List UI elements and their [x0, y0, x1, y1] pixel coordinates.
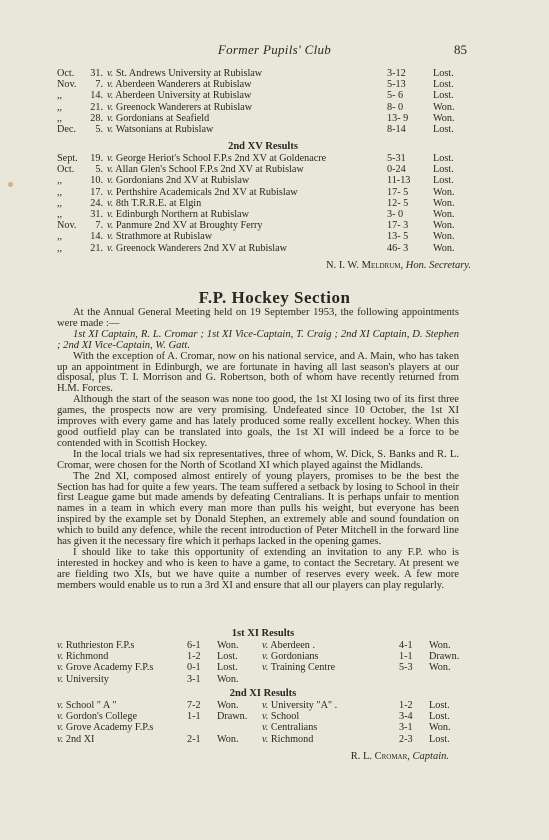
right-opponent: Training Centre: [270, 662, 336, 674]
match-opponent-cell: [107, 164, 304, 175]
match-day: 21.: [90, 101, 103, 113]
match-day: 17.: [90, 186, 103, 198]
versus-label: v.: [107, 79, 114, 91]
match-result: Lost.: [433, 90, 454, 102]
left-result: Lost.: [217, 662, 238, 674]
rugby-signature-role: Hon. Secretary.: [405, 260, 471, 271]
right-opponent: University "A" .: [270, 700, 338, 711]
left-opponent-cell: [57, 662, 153, 673]
right-result: Won.: [429, 722, 451, 734]
match-row: [57, 175, 469, 186]
right-opponent: Aberdeen .: [270, 640, 315, 651]
versus-label: v.: [107, 175, 114, 187]
match-result: Won.: [433, 112, 455, 124]
versus-label: v.: [57, 711, 64, 723]
versus-label: v.: [107, 90, 114, 102]
match-opponent-cell: [107, 113, 209, 124]
match-month: ,,: [57, 197, 63, 209]
match-day: 7.: [95, 79, 103, 91]
versus-label: v.: [57, 673, 64, 685]
versus-label: v.: [107, 112, 114, 124]
match-result: Won.: [433, 231, 455, 243]
match-row: [57, 231, 469, 242]
match-opponent-cell: [107, 79, 252, 90]
match-month: ,,: [57, 101, 63, 113]
right-result: Lost.: [429, 700, 450, 711]
versus-label: v.: [262, 700, 269, 711]
match-row: [57, 153, 469, 164]
match-day: 14.: [90, 90, 103, 102]
right-score: 2-3: [399, 733, 413, 745]
paragraph: In the local trials we had six representatives, three of whom, W. Dick, S. Banks and R. L. Cromar, were chosen for the North of Scotland XI which played against the Midlands.: [57, 448, 459, 471]
versus-label: v.: [57, 722, 64, 734]
match-score: 11-13: [387, 175, 411, 187]
right-opponent: Richmond: [270, 733, 314, 745]
match-month: ,,: [57, 112, 63, 124]
match-day: 28.: [90, 112, 103, 124]
hockey-signature-name: R. L. Cromar,: [350, 751, 410, 762]
right-opponent-cell: [262, 700, 337, 711]
match-score: 5-13: [387, 79, 406, 91]
match-month: ,,: [57, 208, 63, 220]
versus-label: v.: [107, 186, 114, 198]
second-xi-heading: 2nd XI Results: [229, 688, 297, 699]
match-day: 5.: [95, 123, 103, 135]
result-row: [57, 722, 469, 733]
versus-label: v.: [107, 68, 114, 79]
match-opponent: Edinburgh Northern at Rubislaw: [115, 208, 249, 220]
running-title: Former Pupils' Club: [217, 42, 332, 57]
match-score: 46- 3: [387, 242, 409, 254]
right-opponent-cell: [262, 651, 318, 662]
match-day: 5.: [95, 164, 103, 176]
left-opponent-cell: [57, 734, 94, 745]
match-day: 21.: [90, 242, 103, 254]
match-result: Lost.: [433, 123, 454, 135]
match-day: 31.: [90, 208, 103, 220]
right-opponent-cell: [262, 722, 317, 733]
first-xi-rows: [57, 640, 469, 685]
versus-label: v.: [57, 662, 64, 674]
versus-label: v.: [262, 722, 269, 734]
result-row: [57, 651, 469, 662]
match-score: 17- 5: [387, 186, 409, 198]
versus-label: v.: [107, 123, 114, 135]
hockey-report: [57, 308, 459, 592]
versus-label: v.: [107, 242, 114, 254]
paragraph: Although the start of the season was none too good, the 1st XI losing two of its first three games, the prospects now are very promising. Undefeated since 10 October, the 1st XI improves with every game and has lately produced some really excellent hockey. When this good outfield play can be translated into goals, the 1st XI will indeed be a force to be contended with in Scottish Hockey.: [57, 394, 459, 449]
match-opponent: Aberdeen University at Rubislaw: [115, 90, 252, 102]
right-opponent-cell: [262, 640, 315, 651]
second-xi-rows: [57, 700, 469, 745]
result-row: [57, 711, 469, 722]
first-xv-results: [57, 68, 469, 135]
result-row: [57, 640, 469, 651]
right-score: 3-1: [399, 722, 413, 734]
versus-label: v.: [107, 153, 114, 164]
match-opponent-cell: [107, 220, 263, 231]
first-xi-heading: 1st XI Results: [231, 628, 295, 639]
versus-label: v.: [107, 101, 114, 113]
match-score: 0-24: [387, 164, 406, 176]
right-result: Won.: [429, 640, 451, 651]
right-opponent-cell: [262, 734, 313, 745]
match-opponent-cell: [107, 124, 213, 135]
left-result: Won.: [217, 733, 239, 745]
match-score: 13- 9: [387, 112, 409, 124]
left-score: 2-1: [187, 733, 201, 745]
match-row: [57, 187, 469, 198]
left-result: Won.: [217, 700, 239, 711]
match-opponent-cell: [107, 68, 262, 79]
right-opponent: Centralians: [270, 722, 318, 734]
match-opponent-cell: [107, 90, 251, 101]
match-result: Won.: [433, 197, 455, 209]
paragraph: With the exception of A. Cromar, now on his national service, and A. Main, who has taken up an appointment in Edinburgh, we are fortunate in having all last season's players at our disposal, plus T. I. Morrison and G. Robertson, both of whom have recently returned from H.M. Forces.: [57, 350, 459, 395]
rugby-signature: [326, 260, 471, 271]
match-opponent-cell: [107, 153, 326, 164]
right-opponent-cell: [262, 711, 299, 722]
left-result: Lost.: [217, 651, 238, 663]
versus-label: v.: [57, 651, 64, 663]
left-score: 3-1: [187, 673, 201, 685]
match-day: 10.: [90, 175, 103, 187]
match-result: Lost.: [433, 175, 454, 187]
match-result: Lost.: [433, 68, 454, 79]
versus-label: v.: [107, 164, 114, 176]
right-result: Lost.: [429, 711, 450, 723]
versus-label: v.: [107, 197, 114, 209]
match-month: Nov.: [57, 220, 77, 232]
match-row: [57, 164, 469, 175]
left-opponent: Richmond: [65, 651, 109, 663]
match-day: 24.: [90, 197, 103, 209]
match-result: Won.: [433, 101, 455, 113]
match-opponent: Perthshire Academicals 2nd XV at Rubislaw: [115, 186, 298, 198]
left-score: 1-2: [187, 651, 201, 663]
left-opponent-cell: [57, 651, 108, 662]
match-month: Dec.: [57, 123, 76, 135]
versus-label: v.: [107, 231, 114, 243]
match-score: 8- 0: [387, 101, 404, 113]
right-score: 1-1: [399, 651, 413, 663]
match-opponent-cell: [107, 209, 249, 220]
versus-label: v.: [57, 640, 64, 651]
match-opponent: Greenock Wanderers at Rubislaw: [115, 101, 253, 113]
right-result: Lost.: [429, 733, 450, 745]
match-result: Won.: [433, 208, 455, 220]
left-score: 6-1: [187, 640, 201, 651]
match-score: 17- 3: [387, 220, 409, 232]
left-opponent: University: [65, 673, 109, 685]
match-day: 19.: [90, 153, 103, 164]
paragraph: 1st XI Captain, R. L. Cromar ; 1st XI Vice-Captain, T. Craig ; 2nd XI Captain, D. Stephen ; 2nd XI Vice-Captain, W. Gatt.: [57, 328, 459, 351]
right-result: Drawn.: [429, 651, 460, 663]
hockey-signature: [351, 751, 449, 762]
first-xi-table: [57, 628, 469, 685]
second-xv-section: [57, 140, 469, 254]
paper-spot: [8, 182, 13, 187]
match-opponent: 8th T.R.R.E. at Elgin: [115, 197, 202, 209]
result-row: [57, 674, 469, 685]
match-opponent: Strathmore at Rubislaw: [115, 231, 213, 243]
versus-label: v.: [107, 208, 114, 220]
match-score: 5-31: [387, 153, 406, 164]
versus-label: v.: [262, 711, 269, 723]
match-score: 13- 5: [387, 231, 409, 243]
left-score: 7-2: [187, 700, 201, 711]
match-result: Won.: [433, 242, 455, 254]
match-row: [57, 79, 469, 90]
result-row: [57, 700, 469, 711]
match-row: [57, 90, 469, 101]
match-day: 31.: [90, 68, 103, 79]
versus-label: v.: [57, 700, 64, 711]
match-result: Lost.: [433, 79, 454, 91]
match-month: ,,: [57, 90, 63, 102]
left-opponent-cell: [57, 700, 116, 711]
left-result: Won.: [217, 673, 239, 685]
paragraph: The 2nd XI, composed almost entirely of young players, promises to be the best the Section has had for quite a few years. The team suffered a setback by losing to School in their first League game but made amends by defeating Centralians. It is perhaps unfair to mention names in a team in which every man more than pulls his weight, but everyone has been inspired by the example set by Donald Stephen, an extremely able and sound foundation on which to build any defence, while the recent introduction of Peter Mitchell in the forward line has given it the necessary fire which it perhaps lacked in the opening games.: [57, 470, 459, 548]
match-opponent-cell: [107, 231, 212, 242]
left-result: Won.: [217, 640, 239, 651]
right-score: 3-4: [399, 711, 413, 723]
right-score: 1-2: [399, 700, 413, 711]
match-result: Won.: [433, 220, 455, 232]
match-score: 12- 5: [387, 197, 409, 209]
rugby-signature-name: N. I. W. Meldrum,: [326, 260, 404, 271]
hockey-section-title: F.P. Hockey Section: [198, 288, 351, 307]
second-xv-heading: 2nd XV Results: [228, 141, 298, 152]
left-opponent-cell: [57, 711, 137, 722]
match-row: [57, 220, 469, 231]
left-opponent: Ruthrieston F.P.s: [65, 640, 135, 651]
second-xi-table: [57, 688, 469, 745]
versus-label: v.: [57, 733, 64, 745]
left-result: Drawn.: [217, 711, 248, 723]
right-opponent: School: [270, 711, 300, 723]
match-row: [57, 124, 469, 135]
match-row: [57, 102, 469, 113]
match-day: 7.: [95, 220, 103, 232]
page-number: 85: [454, 42, 467, 57]
result-row: [57, 662, 469, 673]
match-opponent-cell: [107, 187, 298, 198]
left-opponent-cell: [57, 674, 109, 685]
match-result: Won.: [433, 186, 455, 198]
match-opponent: Gordonians 2nd XV at Rubislaw: [115, 175, 250, 187]
match-month: Oct.: [57, 164, 75, 176]
match-score: 3- 0: [387, 208, 404, 220]
match-row: [57, 198, 469, 209]
match-opponent: Allan Glen's School F.P.s 2nd XV at Rubislaw: [115, 164, 304, 176]
match-score: 8-14: [387, 123, 406, 135]
match-opponent-cell: [107, 243, 287, 254]
right-score: 5-3: [399, 662, 413, 674]
right-result: Won.: [429, 662, 451, 674]
match-row: [57, 243, 469, 254]
match-month: Sept.: [57, 153, 78, 164]
left-opponent-cell: [57, 722, 153, 733]
second-xv-results: [57, 153, 469, 254]
match-score: 3-12: [387, 68, 406, 79]
versus-label: v.: [262, 662, 269, 674]
match-month: ,,: [57, 242, 63, 254]
paragraph: I should like to take this opportunity of extending an invitation to any F.P. who is interested in hockey and who is keen to have a game, to contact the Secretary. At present we are fielding two XIs, but we have quite a number of reserves every week. A few more members would enable us to run a 3rd XI and ensure that all our players can play regularly.: [57, 546, 459, 591]
match-opponent: Aberdeen Wanderers at Rubislaw: [115, 79, 252, 91]
match-opponent: Watsonians at Rubislaw: [115, 123, 214, 135]
match-opponent: Greenock Wanderers 2nd XV at Rubislaw: [115, 242, 287, 254]
versus-label: v.: [262, 733, 269, 745]
left-opponent: Grove Academy F.P.s: [65, 662, 154, 674]
left-score: 1-1: [187, 711, 201, 723]
match-opponent: St. Andrews University at Rubislaw: [115, 68, 263, 79]
match-day: 14.: [90, 231, 103, 243]
match-row: [57, 68, 469, 79]
match-result: Lost.: [433, 164, 454, 176]
left-opponent: Gordon's College: [65, 711, 138, 723]
match-opponent: Panmure 2nd XV at Broughty Ferry: [115, 220, 263, 232]
match-opponent-cell: [107, 175, 249, 186]
match-month: ,,: [57, 231, 63, 243]
result-row: [57, 734, 469, 745]
match-result: Lost.: [433, 153, 454, 164]
match-opponent-cell: [107, 198, 201, 209]
left-opponent: Grove Academy F.P.s: [65, 722, 154, 734]
match-opponent: Gordonians at Seafield: [115, 112, 210, 124]
match-opponent-cell: [107, 102, 252, 113]
left-opponent: 2nd XI: [65, 733, 95, 745]
versus-label: v.: [262, 651, 269, 663]
match-month: Oct.: [57, 68, 75, 79]
match-month: ,,: [57, 175, 63, 187]
hockey-signature-role: Captain.: [412, 751, 449, 762]
versus-label: v.: [262, 640, 269, 651]
match-score: 5- 6: [387, 90, 404, 102]
page-header: [0, 42, 549, 60]
right-opponent: Gordonians: [270, 651, 319, 663]
match-month: ,,: [57, 186, 63, 198]
right-score: 4-1: [399, 640, 413, 651]
versus-label: v.: [107, 220, 114, 232]
match-row: [57, 209, 469, 220]
left-score: 0-1: [187, 662, 201, 674]
right-opponent-cell: [262, 662, 335, 673]
match-opponent: George Heriot's School F.P.s 2nd XV at Goldenacre: [115, 153, 327, 164]
match-row: [57, 113, 469, 124]
match-month: Nov.: [57, 79, 77, 91]
left-opponent-cell: [57, 640, 134, 651]
left-opponent: School " A ": [65, 700, 117, 711]
paragraph: At the Annual General Meeting held on 19 September 1953, the following appointments were made :—: [57, 307, 459, 329]
